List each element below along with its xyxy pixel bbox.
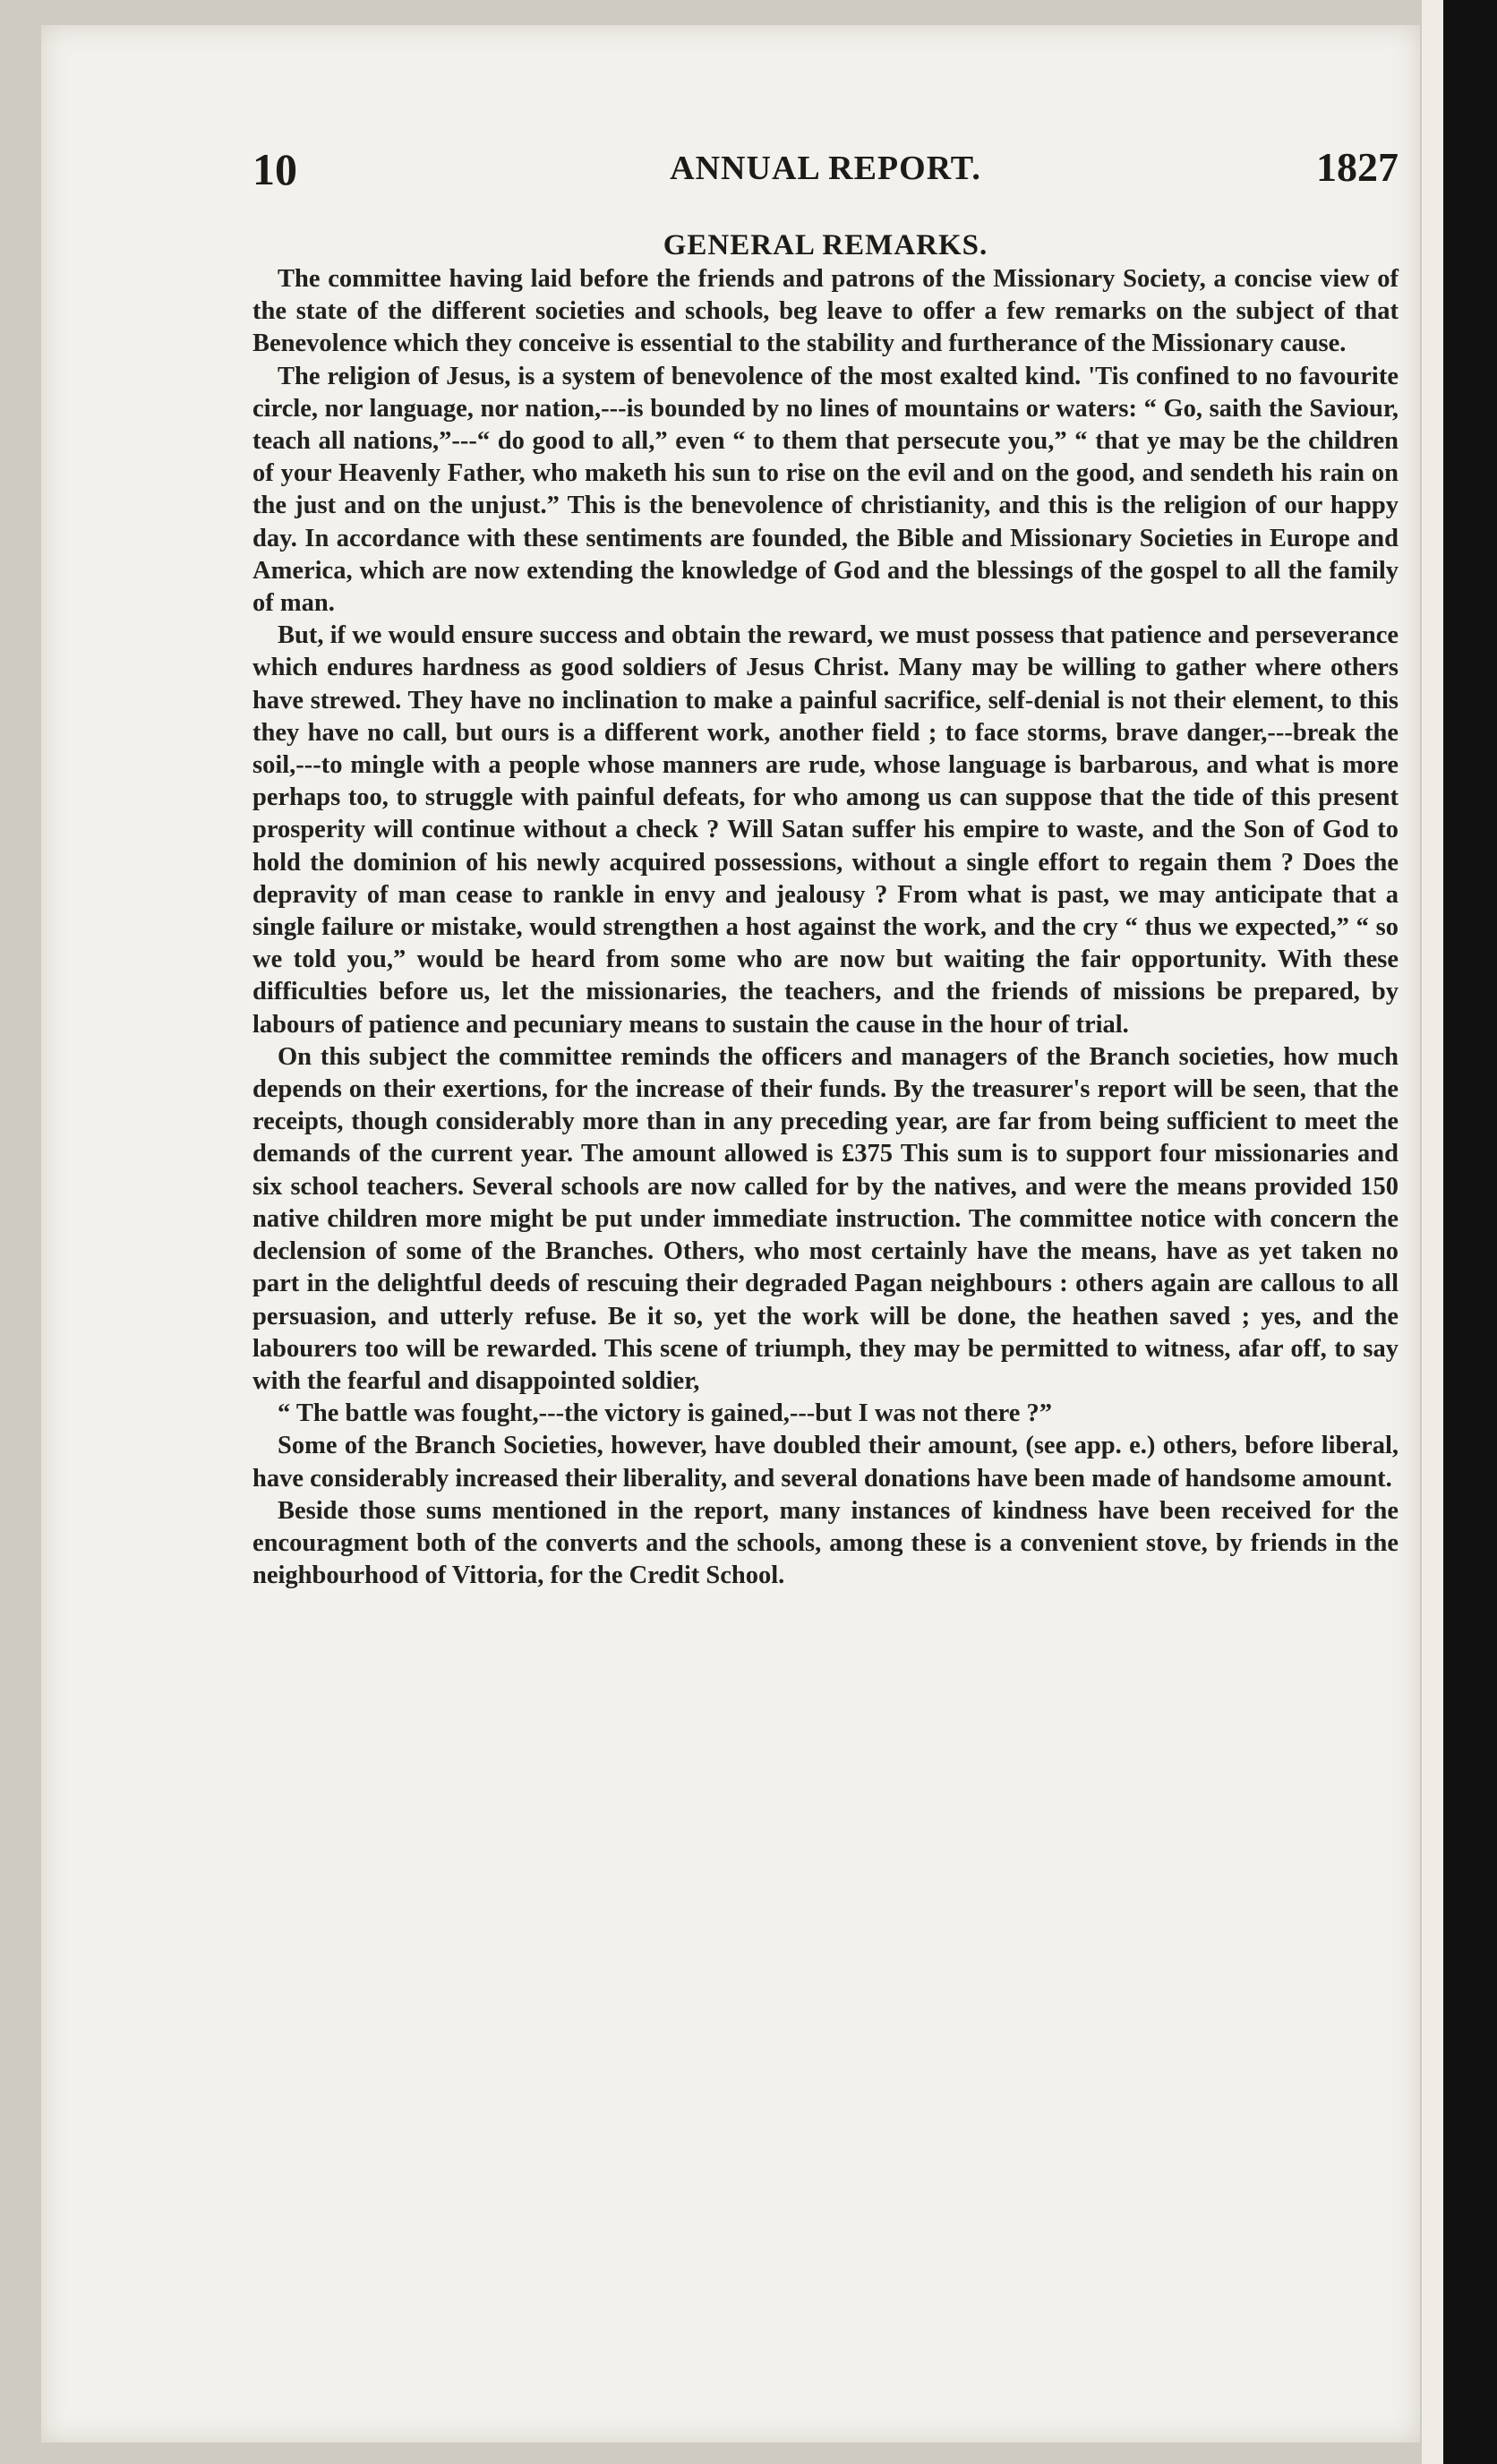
printed-page	[41, 25, 1420, 2443]
paragraph-introduction: The committee having laid before the friends and patrons of the Missionary Society, a concise view of the state of the different societies and schools, beg leave to offer a few remarks on the subject of that Benevolence which they conceive is essential to the stability and furtherance of the Missionary cause.	[252, 265, 1399, 358]
adjacent-page-edge	[1422, 0, 1443, 2464]
quoted-line: “ The battle was fought,---the victory is gained,---but I was not there ?”	[278, 1399, 1052, 1428]
paragraph-religion-of-jesus: The religion of Jesus, is a system of benevolence of the most exalted kind. 'Tis confined to no favourite circle, nor language, nor nation,---is bounded by no lines of mountains or waters: “ Go, saith the Saviour, teach all nations,”---“ do good to all,” even “ to them that persecute you,” “ that ye may be the children of your Heavenly Father, who maketh his sun to rise on the evil and on the good, and sendeth his rain on the just and on the unjust.” This is the benevolence of christianity, and this is the religion of our happy day. In accordance with these sentiments are founded, the Bible and Missionary Societies in Europe and America, which are now extending the knowledge of God and the blessings of the gospel to all the family of man.	[252, 362, 1399, 618]
paragraph-branch-societies: On this subject the committee reminds the officers and managers of the Branch societies, how much depends on their exertions, for the increase of their funds. By the treasurer's report will be seen, that the receipts, though considerably more than in any preceding year, are far from being sufficient to meet the demands of the current year. The amount allowed is £375 This sum is to support four missionaries and six school teachers. Several schools are now called for by the natives, and were the means provided 150 native children more might be put under immediate instruction. The committee notice with concern the declension of some of the Branches. Others, who most certainly have the means, have as yet taken no part in the delightful deeds of rescuing their degraded Pagan neighbours : others again are callous to all persuasion, and utterly refuse. Be it so, yet the work will be done, the heathen saved ; yes, and the labourers too will be rewarded. This scene of triumph, they may be permitted to witness, afar off, to say with the fearful and disappointed soldier,	[252, 1042, 1399, 1395]
page-number: 10	[252, 144, 297, 194]
paragraph-patience: But, if we would ensure success and obtain the reward, we must possess that patience and perseverance which endures hardness as good soldiers of Jesus Christ. Many may be willing to gather where others have strewed. They have no inclination to make a painful sacrifice, self-denial is not their element, to this they have no call, but ours is a different work, another field ; to face storms, brave danger,---break the soil,---to mingle with a people whose manners are rude, whose language is barbarous, and what is more perhaps too, to struggle with painful defeats, for who among us can suppose that the tide of this present prosperity will continue without a check ? Will Satan suffer his empire to waste, and the Son of God to hold the dominion of his newly acquired possessions, without a single effort to regain them ? Does the depravity of man cease to rankle in envy and jealousy ? From what is past, we may anticipate that a single failure or mistake, would strengthen a host against the work, and the cry “ thus we expected,” “ so we told you,” would be heard from some who are now but waiting the fair opportunity. With these difficulties before us, let the missionaries, the teachers, and the friends of missions be prepared, by labours of patience and pecuniary means to sustain the cause in the hour of trial.	[252, 621, 1399, 1039]
scanner-margin	[1443, 0, 1497, 2464]
body-text	[252, 263, 1399, 1592]
report-year: 1827	[1316, 144, 1399, 190]
paragraph-kindness: Beside those sums mentioned in the report, many instances of kindness have been received for the encouragment both of the converts and the schools, among these is a convenient stove, by friends in the neighbourhood of Vittoria, for the Credit School.	[252, 1496, 1399, 1590]
running-head	[252, 143, 1399, 197]
paragraph-doubled-amount: Some of the Branch Societies, however, have doubled their amount, (see app. e.) others, before liberal, have considerably increased their liberality, and several donations have been made of handsome amount.	[252, 1432, 1399, 1493]
section-heading: GENERAL REMARKS.	[663, 229, 988, 261]
running-title: ANNUAL REPORT.	[670, 150, 981, 187]
page-content	[252, 97, 1399, 2389]
